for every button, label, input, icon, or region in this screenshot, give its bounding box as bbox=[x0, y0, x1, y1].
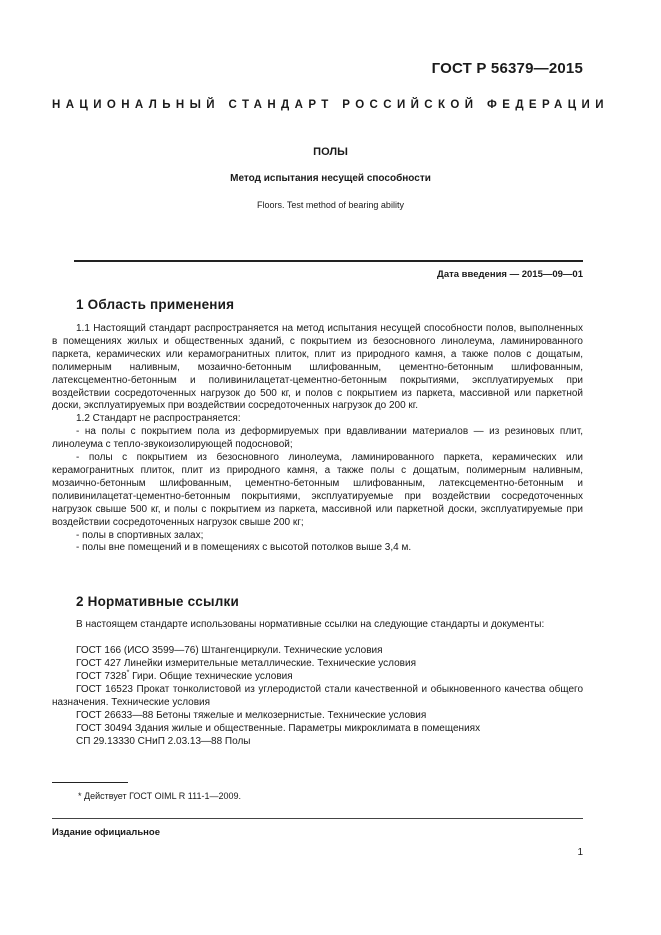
reference-item: ГОСТ 166 (ИСО 3599—76) Штангенциркули. Технические условия bbox=[76, 645, 383, 656]
document-subtitle: Метод испытания несущей способности bbox=[230, 173, 431, 184]
paragraph-1-2: 1.2 Стандарт не распространяется: bbox=[76, 413, 241, 425]
exclusion-item: - полы с покрытием из безосновного линолеума, ламинированного паркета, керамических или керамогранитных плиток, плит из природного камня, а также полы с дощатым, полимерным наливным, мозаично-бетонным шлифованным, цементно-бетонным шлифованным, латексцементно-бетонным и поливинилацетат-цементно-бетонным покрытиями, эксплуатируемые при воздействии сосредоточенных нагрузок свыше 500 кг, и полы с покрытием из паркета, массивной или паркетной доски, эксплуатируемые при воздействии сосредоточенных нагрузок свыше 200 кг; bbox=[52, 452, 583, 528]
paragraph-1-1: 1.1 Настоящий стандарт распространяется на метод испытания несущей способности полов, выполненных в помещениях жилых и общественных зданий, с покрытием из безосновного линолеума, ламинированного паркета, керамических или керамогранитных плиток, плит из природного камня, а также полов с дощатым, полимерным наливным, мозаично-бетонным шлифованным, цементно-бетонным шлифованным, латексцементно-бетонным и поливинилацетат-цементно-бетонным покрытиями, эксплуатируемых при воздействии сосредоточенных нагрузок до 500 кг, и полов с покрытием из паркета, массивной или паркетной доски, эксплуатируемых при воздействии сосредоточенных нагрузок до 200 кг. bbox=[52, 323, 583, 412]
reference-item: ГОСТ 30494 Здания жилые и общественные. Параметры микроклимата в помещениях bbox=[76, 722, 481, 734]
footnote: * Действует ГОСТ OIML R 111-1—2009. bbox=[78, 791, 242, 801]
reference-item: ГОСТ 427 Линейки измерительные металлические. Технические условия bbox=[76, 657, 416, 669]
reference-item: СП 29.13330 СНиП 2.03.13—88 Полы bbox=[76, 735, 251, 747]
section-1-heading: 1 Область применения bbox=[76, 297, 235, 312]
header-divider bbox=[74, 260, 583, 262]
section-1-body bbox=[52, 323, 583, 555]
references-intro: В настоящем стандарте использованы нормативные ссылки на следующие стандарты и документы: bbox=[76, 619, 545, 630]
reference-title: Гири. Общие технические условия bbox=[129, 670, 293, 682]
official-edition-label: Издание официальное bbox=[52, 827, 160, 838]
page-number: 1 bbox=[577, 847, 583, 858]
national-standard-banner: НАЦИОНАЛЬНЫЙ СТАНДАРТ РОССИЙСКОЙ ФЕДЕРАЦИИ bbox=[52, 99, 609, 111]
footnote-divider bbox=[52, 782, 128, 783]
exclusion-item: - на полы с покрытием пола из деформируемых при вдавливании материалов — из резиновых плит, линолеума с тепло-звукоизолирующей подосновой; bbox=[52, 426, 583, 451]
reference-list-top bbox=[76, 645, 416, 684]
exclusion-item: - полы вне помещений и в помещениях с высотой потолков выше 3,4 м. bbox=[76, 542, 412, 554]
section-2-heading: 2 Нормативные ссылки bbox=[76, 594, 239, 609]
reference-list-wrapped bbox=[52, 684, 583, 710]
reference-item bbox=[76, 671, 416, 684]
footnote-marker: * bbox=[126, 669, 130, 677]
reference-item: ГОСТ 26633—88 Бетоны тяжелые и мелкозернистые. Технические условия bbox=[76, 710, 427, 721]
exclusion-item: - полы в спортивных залах; bbox=[76, 529, 204, 541]
reference-item: ГОСТ 16523 Прокат тонколистовой из углеродистой стали качественной и обыкновенного качества общего назначения. Технические условия bbox=[52, 684, 583, 708]
introduction-date: Дата введения — 2015—09—01 bbox=[437, 269, 583, 280]
reference-list-bottom bbox=[76, 710, 480, 749]
reference-code: ГОСТ 7328 bbox=[76, 670, 127, 682]
document-title: ПОЛЫ bbox=[313, 146, 348, 158]
english-title: Floors. Test method of bearing ability bbox=[257, 200, 404, 210]
document-number: ГОСТ Р 56379—2015 bbox=[431, 60, 583, 77]
section-2-intro bbox=[52, 619, 583, 632]
footer-divider bbox=[52, 818, 583, 819]
